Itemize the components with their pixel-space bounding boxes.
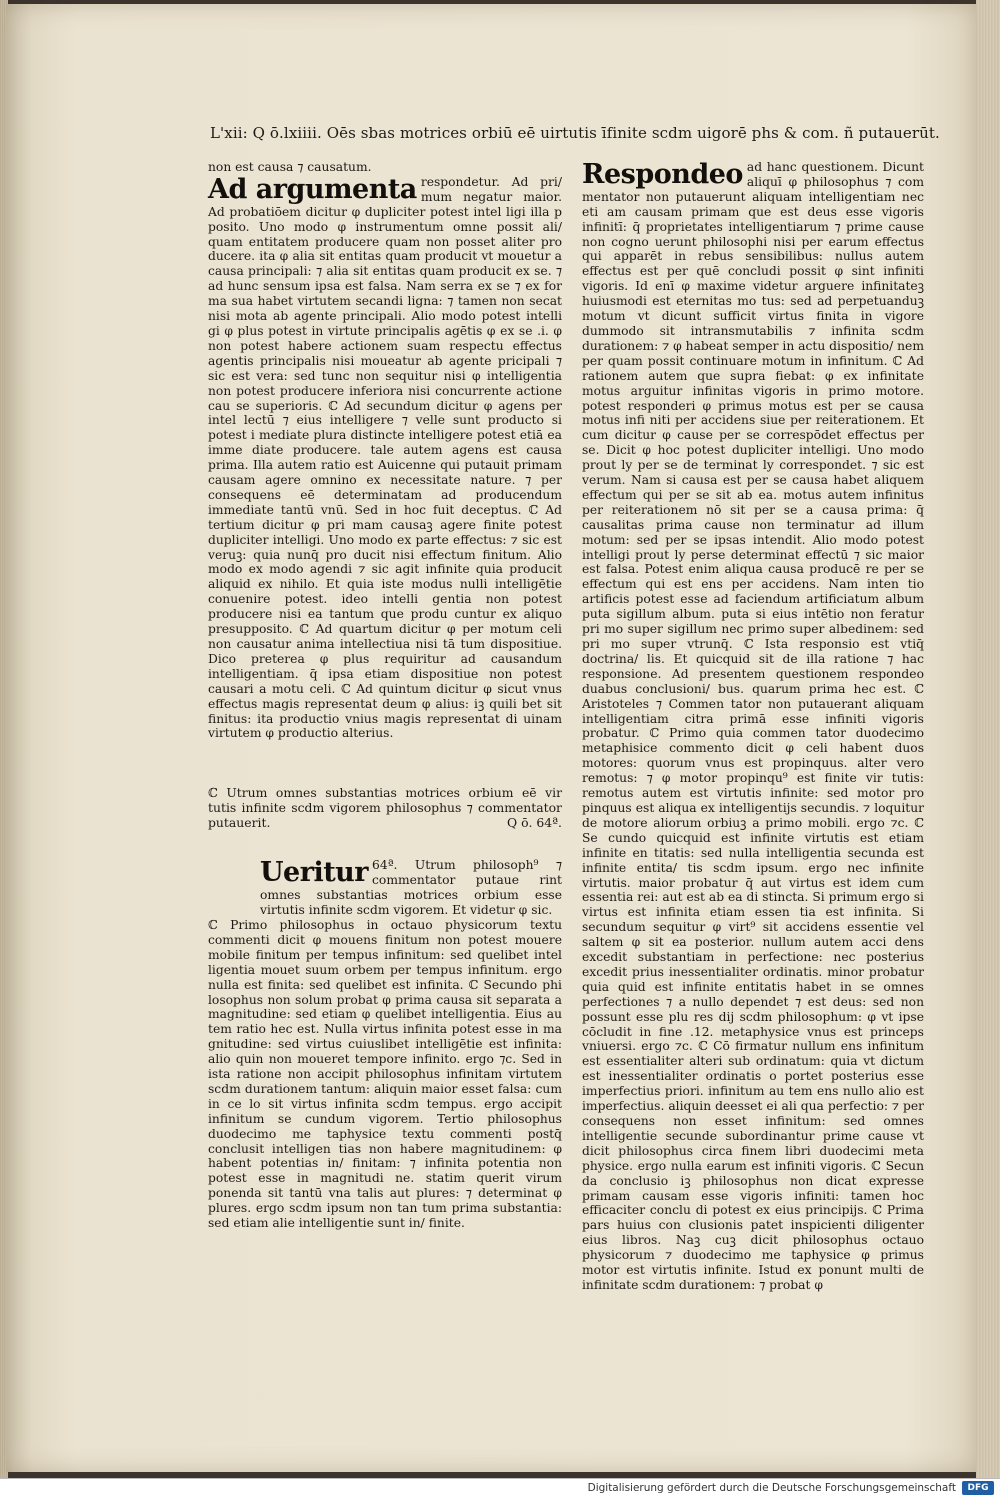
funding-credit: Digitalisierung gefördert durch die Deutsche Forschungsgemeinschaft: [587, 1482, 956, 1494]
paragraph-arguments: ℂ Primo philosophus in octauo physicorum textu commenti dicit φ mouens finitum non potest mouere mobile finitum per tempus infinitum: sed quelibet intel ligentia mouet suum orbem per tempus infinitum. ergo nulla est finita: sed quelibet est infinita. ℂ Secundo phi losophus non solum probat φ prima causa sit separata a magnitudine: sed etiam φ quelibet intelligentia. Eius au tem ratio hec est. Nulla virtus infinita potest esse in ma gnitudine: sed virtus cuiuslibet intelligētie est infinita: alio quin non moueret tempore infinito. ergo ⁊c. Sed in ista ratione non accipit philosophus infinitam virtutem scdm durationem tantum: aliquin maior esset falsa: cum in ce lo sit virtus infinita scdm tempus. ergo accipit infinitum se cundum vigorem. Tertio philosophus duodecimo me taphysice textu commenti postq̄ conclusit intelligen tias non habere magnitudinem: φ habent potentias in/ finitam: ⁊ infinita potentia non potest esse in magnitudi ne. statim querit virum ponenda sit tantū vna talis aut plures: ⁊ determinat φ plures. ergo scdm ipsum non tan tum prima substantia: sed etiam alie intelligentie sunt in/ finite.: [208, 917, 562, 1231]
question-heading-text: ℂ Utrum omnes substantias motrices orbium eē vir tutis infinite scdm vigorem philosophus ⁊ commentator putauerit.: [208, 785, 562, 831]
paragraph-respondeo: [582, 160, 924, 1293]
paragraph-ad-argumenta: [208, 175, 562, 741]
footer-bar: [0, 1478, 1000, 1499]
spacer: [208, 741, 562, 785]
running-head: L'xii: Q ō.lxiiii. Oēs sbas motrices orbiū eē uirtutis īfinite scdm uigorē phs & com. ñ putauerūt.: [210, 124, 940, 142]
left-column: [208, 160, 562, 1231]
respondeo-text: ad hanc questionem. Dicunt aliquī φ philosophus ⁊ com mentator non putauerunt aliquam intelligentiam nec eti am causam primam que est deus esse vigoris infinitī: q̄ proprietates intelligentiarum ⁊ prime cause non cogno uerunt philosophi nisi per earum effectus qui apparēt in rebus sensibilibus: nullus autem effectus est per quē concludi possit φ sint infiniti vigoris. Id enī φ maxime videtur arguere infinitateꝫ huiusmodi est eternitas mo tus: sed ad perpetuanduꝫ motum vt dicunt sufficit virtus finita in vigore dummodo sit intransmutabilis ⁊ infinita scdm durationem: ⁊ φ habeat semper in actu dispositio/ nem per quam possit continuare motum in infinitum. ℂ Ad rationem autem que supra fiebat: φ ex infinitate motus arguitur infinitas vigoris in primo motore. potest responderi φ primus motus est per se causa motus infi niti per accidens siue per reiterationem. Et cum dicitur φ cause per se correspōdet effectus per se. Dicit φ hoc potest dupliciter intelligi. Uno modo prout ly per se de terminat ly correspondet. ⁊ sic est verum. Nam si causa est per se causa habet aliquem effectum qui per se sit ab ea. motus autem infinitus per reiterationem nō sit per se a causa prima: q̄ causalitas prima cause non terminatur ad illum motum: sed per se ipsas intendit. Alio modo potest intelligi prout ly perse determinat effectū ⁊ sic maior est falsa. Potest enim aliqua causa producē re per se effectum qui est ens per accidens. Nam inten tio artificis potest esse ad faciendum artificiatum album puta sigillum album. puta si eius intētio non feratur pri mo super sigillum nec primo super albedinem: sed pri mo super vtrunq̄. ℂ Ista responsio est vtiq̄ doctrina/ lis. Et quicquid sit de illa ratione ⁊ hac responsione. Ad presentem questionem respondeo duabus conclusioni/ bus. quarum prima hec est. ℂ Aristoteles ⁊ Commen tator non putauerant aliquam intelligentiam citra primā esse infiniti vigoris probatur. ℂ Primo quia commen tator duodecimo metaphisice commento dicit φ celi habent duos motores: quorum vnus est propinquus. alter vero remotus: ⁊ φ motor propinqu⁹ est finite vir tutis: remotus autem est virtutis infinite: sed motor pro pinquus est aliqua ex intelligentijs secundis. ⁊ loquitur de motore aliorum orbiuꝫ a primo mobili. ergo ⁊c. ℂ Se cundo quicquid est infinite virtutis est etiam infinite en titatis: sed nulla intelligentia secunda est infinite entita/ tis scdm ipsum. ergo nec infinite virtutis. maior probatur q̄ aut virtus est idem cum essentia rei: aut est ab ea di stincta. Si primum ergo si virtus est infinita etiam essen tia est infinita. Si secundum sequitur φ virt⁹ sit accidens essentie vel saltem φ sit ea posterior. nullum autem acci dens excedit substantiam in perfectione: nec posterius excedit prius inessentialiter ordinatis. minor probatur quia quid est infinite entitatis habet in se omnes perfectiones ⁊ a nullo dependet ⁊ est deus: sed non possunt esse plu res dij scdm philosophum: φ vt ipse cōcludit in fine .12. metaphysice vnus est princeps vniuersi. ergo ⁊c. ℂ Cō firmatur nullum ens infinitum est essentialiter alteri sub ordinatum: quia vt dictum est inessentialiter ordinatis o portet posterius esse imperfectius priori. infinitum au tem ens nullo alio est imperfectius. aliquin deesset ei ali qua perfectio: ⁊ per consequens non esset infinitum: sed omnes intelligentie secunde subordinantur prime cause vt dicit philosophus circa finem libri duodecimi meta physice. ergo nulla earum est infiniti vigoris. ℂ Secun da conclusio iꝫ philosophus non dicat expresse primam causam esse vigoris infiniti: tamen hoc efficaciter conclu di potest ex eius principijs. ℂ Prima pars huius con clusionis patet inspicienti diligenter eius libros. Naꝫ cuꝫ dicit philosophus octauo physicorum ⁊ duodecimo me taphysice φ primus motor est virtutis infinite. Istud ex ponunt multi de infinitate scdm durationem: ⁊ probat φ: [582, 160, 924, 1292]
paragraph-text: respondetur. Ad pri/ mum negatur maior. Ad probatiōem dicitur φ dupliciter potest intel ligi illa p posito. Uno modo φ instrumentum omne possit ali/ quam entitatem producere quam non posset aliter pro ducere. ita φ alia sit entitas quam producit vt mouetur a causa principali: ⁊ alia sit entitas quam producit ex se. ⁊ ad hunc sensum ipsa est falsa. Nam serra ex se ⁊ ex for ma sua habet virtutem secandi ligna: ⁊ tamen non secat nisi mota ab agente principali. Alio modo potest intelli gi φ plus potest in virtute principalis agētis φ ex se .i. φ non potest habere actionem suam respectu effectus agentis principalis nisi moueatur ab agente pricipali ⁊ sic est vera: sed tunc non sequitur nisi φ intelligentia non potest producere inferiora nisi concurrente actione cau se superioris. ℂ Ad secundum dicitur φ agens per intel lectū ⁊ eius intelligere ⁊ velle sunt producto si potest i mediate plura distincte intelligere potest etiā ea imme diate producere. tale autem agens est causa prima. Illa autem ratio est Auicenne qui putauit primam causam agere omnino ex necessitate nature. ⁊ per consequens eē determinatam ad producendum immediate tantū vnū. Sed in hoc fuit deceptus. ℂ Ad tertium dicitur φ pri mam causaꝫ agere finite potest dupliciter intelligi. Uno modo ex parte effectus: ⁊ sic est veruꝫ: quia nunq̄ pro ducit nisi effectum finitum. Alio modo ex modo agendi ⁊ sic agit infinite quia producit aliquid ex nihilo. Et quia iste modus nulli intelligētie conuenire potest. ideo intelli gentia non potest producere nisi ea tantum que produ cuntur ex aliquo presupposito. ℂ Ad quartum dicitur φ per motum celi non causatur anima intellectiua nisi tā tum dispositiue. Dico preterea φ plus requiritur ad causandum intelligentiam. q̄ ipsa etiam dispositiue non potest causari a motu celi. ℂ Ad quintum dicitur φ sicut vnus effectus magis representat deum φ alius: iꝫ quili bet sit finitus: ita productio vnius magis representat di uinam virtutem φ productio alterius.: [208, 174, 562, 741]
right-column: [582, 160, 924, 1293]
lead-word-veritur: Ueritur: [260, 857, 369, 889]
opening-line: non est causa ⁊ causatum.: [208, 160, 372, 174]
lead-word-respondeo: Respondeo: [582, 159, 743, 190]
question-number: Q ō. 64ª.: [506, 815, 562, 831]
paragraph-veritur: [208, 858, 562, 918]
dfg-logo-icon: DFG: [962, 1481, 994, 1495]
veritur-text: 64ª. Utrum philosoph⁹ ⁊ commentator putaue rint omnes substantias motrices orbium esse virtutis infinite scdm vigorem. Et videtur φ sic.: [260, 858, 562, 918]
lead-word-ad-argumenta: Ad argumenta: [208, 173, 417, 205]
question-heading: [208, 785, 562, 830]
page-stack-right: [976, 0, 1000, 1478]
spacer: [208, 830, 562, 858]
